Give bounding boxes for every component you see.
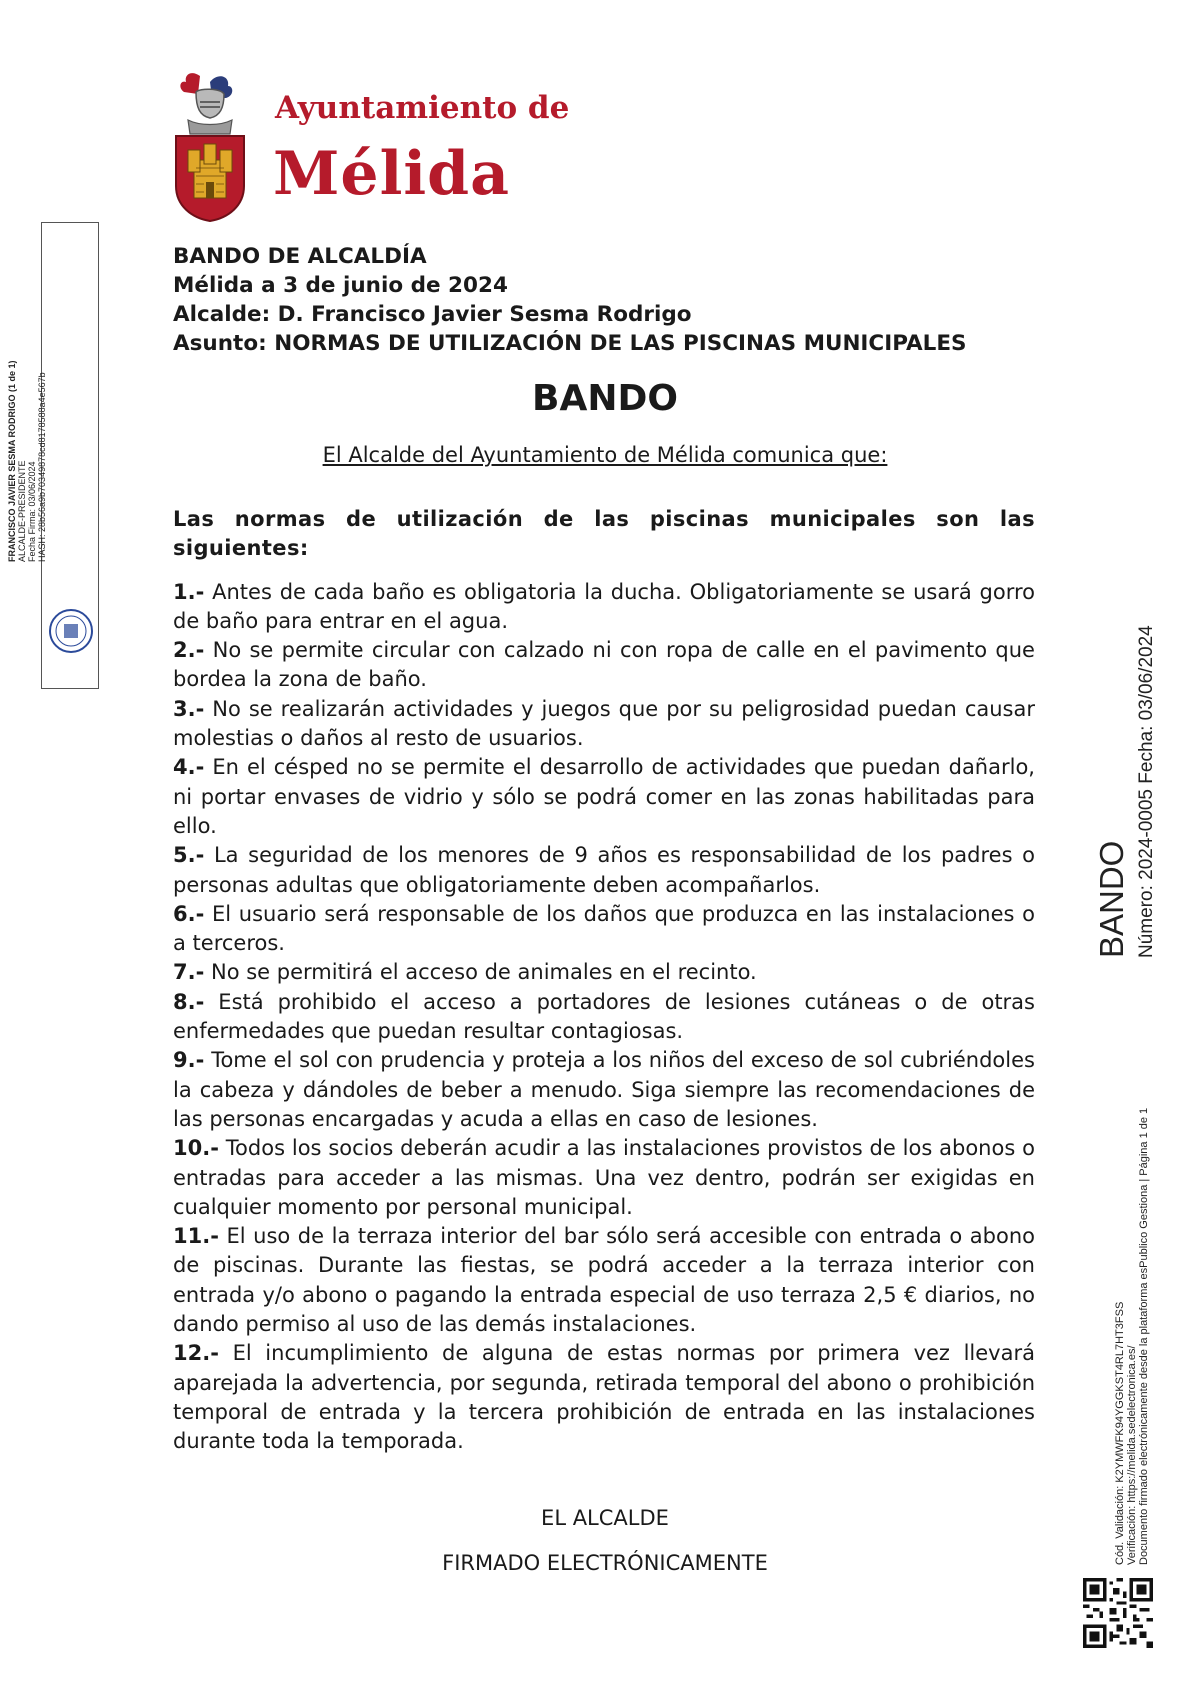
signature-date: Fecha Firma: 03/06/2024 <box>27 461 37 562</box>
rule-number: 8.- <box>173 989 205 1014</box>
coat-of-arms-icon <box>170 68 250 223</box>
verification-url[interactable]: Verificación: https://melida.sedelectronica.es/ <box>1126 1345 1138 1565</box>
rule-item <box>173 988 1035 1047</box>
rule-item <box>173 753 1035 841</box>
rule-item <box>173 900 1035 959</box>
rule-item <box>173 636 1035 695</box>
margin-validation-block <box>1114 1108 1150 1565</box>
rule-number: 12.- <box>173 1341 219 1366</box>
rule-text: El uso de la terraza interior del bar sólo será accesible con entrada o abono de piscinas. Durante las fiestas, se podrá acceder a la terraza interior con entrada y/o abono o pagando la entrada especial de uso terraza 2,5 € diarios, no dando permiso al uso de las demás instalaciones. <box>173 1224 1035 1337</box>
rule-item <box>173 1339 1035 1456</box>
rule-text: La seguridad de los menores de 9 años es responsabilidad de los padres o personas adultas que obligatoriamente deben acompañarlos. <box>173 843 1036 897</box>
margin-number-date: Número: 2024-0005 Fecha: 03/06/2024 <box>1136 625 1157 958</box>
intro-line <box>0 443 1200 467</box>
rule-text: Todos los socios deberán acudir a las instalaciones provistos de los abonos o entradas para acceder a las mismas. Una vez dentro, podrán ser exigidas en cualquier momento por personal municipal. <box>173 1136 1035 1219</box>
logo-title-line2: Mélida <box>273 139 511 209</box>
rule-number: 9.- <box>173 1048 205 1073</box>
rule-number: 11.- <box>173 1224 219 1249</box>
document-header <box>173 242 967 358</box>
signature-title: EL ALCALDE <box>541 1506 669 1530</box>
signer-role: ALCALDE-PRESIDENTE <box>17 460 27 562</box>
rule-number: 2.- <box>173 638 205 663</box>
rule-item <box>173 578 1035 637</box>
platform-note: Documento firmado electrónicamente desde la plataforma esPublico Gestiona | Página 1 de 1 <box>1138 1107 1150 1565</box>
rule-number: 3.- <box>173 696 205 721</box>
margin-doc-type: BANDO <box>1093 840 1130 958</box>
rule-number: 7.- <box>173 960 205 985</box>
rule-item <box>173 1046 1035 1134</box>
rule-text: El usuario será responsable de los daños que produzca en las instalaciones o a terceros. <box>173 901 1035 956</box>
rule-number: 4.- <box>173 755 205 780</box>
intro-text: El Alcalde del Ayuntamiento de Mélida comunica que: <box>322 443 888 467</box>
qr-code-icon <box>1083 1578 1153 1648</box>
rule-text: No se realizarán actividades y juegos que por su peligrosidad puedan causar molestias o daños al resto de usuarios. <box>173 696 1035 751</box>
rule-text: No se permitirá el acceso de animales en el recinto. <box>211 960 757 985</box>
rule-number: 5.- <box>173 843 205 868</box>
municipal-seal-icon <box>47 607 95 655</box>
page-title: BANDO <box>532 378 678 419</box>
validation-code: Cód. Validación: K2YMWFK94YGGKST4RL7HT3FSS <box>1114 1301 1126 1565</box>
rule-text: En el césped no se permite el desarrollo de actividades que puedan dañarlo, ni portar envases de vidrio y sólo se podrá comer en las zonas habilitadas para ello. <box>173 755 1035 838</box>
rule-item <box>173 1134 1035 1222</box>
rule-text: El incumplimiento de alguna de estas normas por primera vez llevará aparejada la advertencia, por segunda, retirada temporal del abono o prohibición temporal de entrada y la tercera prohibición de entrada en las instalaciones durante toda la temporada. <box>173 1341 1035 1454</box>
rule-number: 1.- <box>173 579 205 604</box>
rule-text: Está prohibido el acceso a portadores de lesiones cutáneas o de otras enfermedades que puedan resultar contagiosas. <box>173 989 1035 1044</box>
header-place-date: Mélida a 3 de junio de 2024 <box>173 273 508 298</box>
rules-body <box>173 505 1035 1457</box>
rule-text: Tome el sol con prudencia y proteja a los niños del exceso de sol cubriéndoles la cabeza y dándoles de beber a menudo. Siga siempre las recomendaciones de las personas encargadas y acuda a ellas en caso de lesiones. <box>173 1048 1035 1131</box>
rules-list <box>173 578 1035 1457</box>
subject-value: NORMAS DE UTILIZACIÓN DE LAS PISCINAS MUNICIPALES <box>274 331 967 356</box>
rules-lead: Las normas de utilización de las piscinas municipales son las siguientes: <box>173 507 1035 561</box>
header-subject <box>173 329 967 358</box>
rule-item <box>173 1222 1035 1339</box>
signer-name: FRANCISCO JAVIER SESMA RODRIGO (1 de 1) <box>7 360 17 562</box>
logo-title-line1: Ayuntamiento de <box>275 90 570 126</box>
rule-number: 6.- <box>173 901 205 926</box>
rule-text: Antes de cada baño es obligatoria la ducha. Obligatoriamente se usará gorro de baño para entrar en el agua. <box>173 579 1035 633</box>
header-type: BANDO DE ALCALDÍA <box>173 244 427 269</box>
rule-number: 10.- <box>173 1136 219 1161</box>
municipal-logo <box>170 68 610 228</box>
signature-electronic: FIRMADO ELECTRÓNICAMENTE <box>442 1551 768 1575</box>
rule-text: No se permite circular con calzado ni con ropa de calle en el pavimento que bordea la zona de baño. <box>173 638 1035 692</box>
header-mayor: Alcalde: D. Francisco Javier Sesma Rodrigo <box>173 302 692 327</box>
rule-item <box>173 958 1035 987</box>
rule-item <box>173 695 1035 754</box>
signature-hash: HASH: 28b56a9b70349878cd8178588a4e567b <box>37 372 47 562</box>
rule-item <box>173 841 1035 900</box>
subject-label: Asunto: <box>173 331 267 356</box>
